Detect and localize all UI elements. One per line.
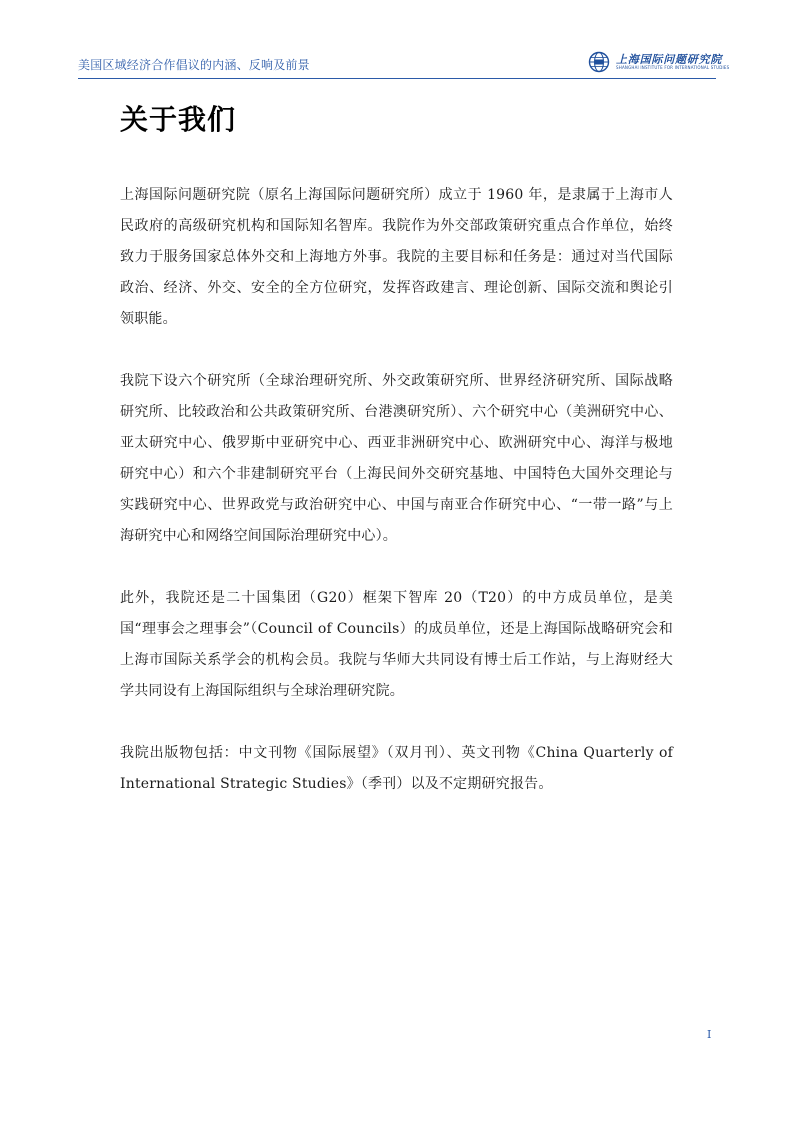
about-content — [120, 180, 673, 831]
paragraph-memberships: 此外，我院还是二十国集团（G20）框架下智库 20（T20）的中方成员单位，是美国“理事会之理事会”（Council of Councils）的成员单位，还是上海国际战略研究会和上海市国际关系学会的机构会员。我院与华师大共同设有博士后工作站，与上海财经大学共同设有上海国际组织与全球治理研究院。 — [120, 590, 673, 699]
globe-icon — [588, 51, 610, 73]
paragraph-departments: 我院下设六个研究所（全球治理研究所、外交政策研究所、世界经济研究所、国际战略研究所、比较政治和公共政策研究所、台港澳研究所）、六个研究中心（美洲研究中心、亚太研究中心、俄罗斯中亚研究中心、西亚非洲研究中心、欧洲研究中心、海洋与极地研究中心）和六个非建制研究平台（上海民间外交研究基地、中国特色大国外交理论与实践研究中心、世界政党与政治研究中心、中国与南亚合作研究中心、“一带一路”与上海研究中心和网络空间国际治理研究中心）。 — [120, 373, 673, 544]
page-header — [0, 0, 793, 80]
header-title: 美国区域经济合作倡议的内涵、反响及前景 — [78, 58, 310, 72]
logo-english-name: SHANGHAI INSTITUTE FOR INTERNATIONAL STUDIES — [616, 65, 730, 70]
paragraph-publications: 我院出版物包括：中文刊物《国际展望》（双月刊）、英文刊物《China Quarterly of International Strategic Studies》（季刊）以及不定期研究报告。 — [120, 745, 673, 792]
logo-chinese-name: 上海国际问题研究院 — [616, 53, 723, 66]
page-number: I — [707, 1028, 712, 1041]
header-divider — [78, 78, 716, 79]
paragraph-intro: 上海国际问题研究院（原名上海国际问题研究所）成立于 1960 年，是隶属于上海市人民政府的高级研究机构和国际知名智库。我院作为外交部政策研究重点合作单位，始终致力于服务国家总体外交和上海地方外事。我院的主要目标和任务是：通过对当代国际政治、经济、外交、安全的全方位研究，发挥咨政建言、理论创新、国际交流和舆论引领职能。 — [120, 187, 673, 327]
institute-logo — [588, 51, 730, 73]
page-title: 关于我们 — [120, 103, 237, 136]
